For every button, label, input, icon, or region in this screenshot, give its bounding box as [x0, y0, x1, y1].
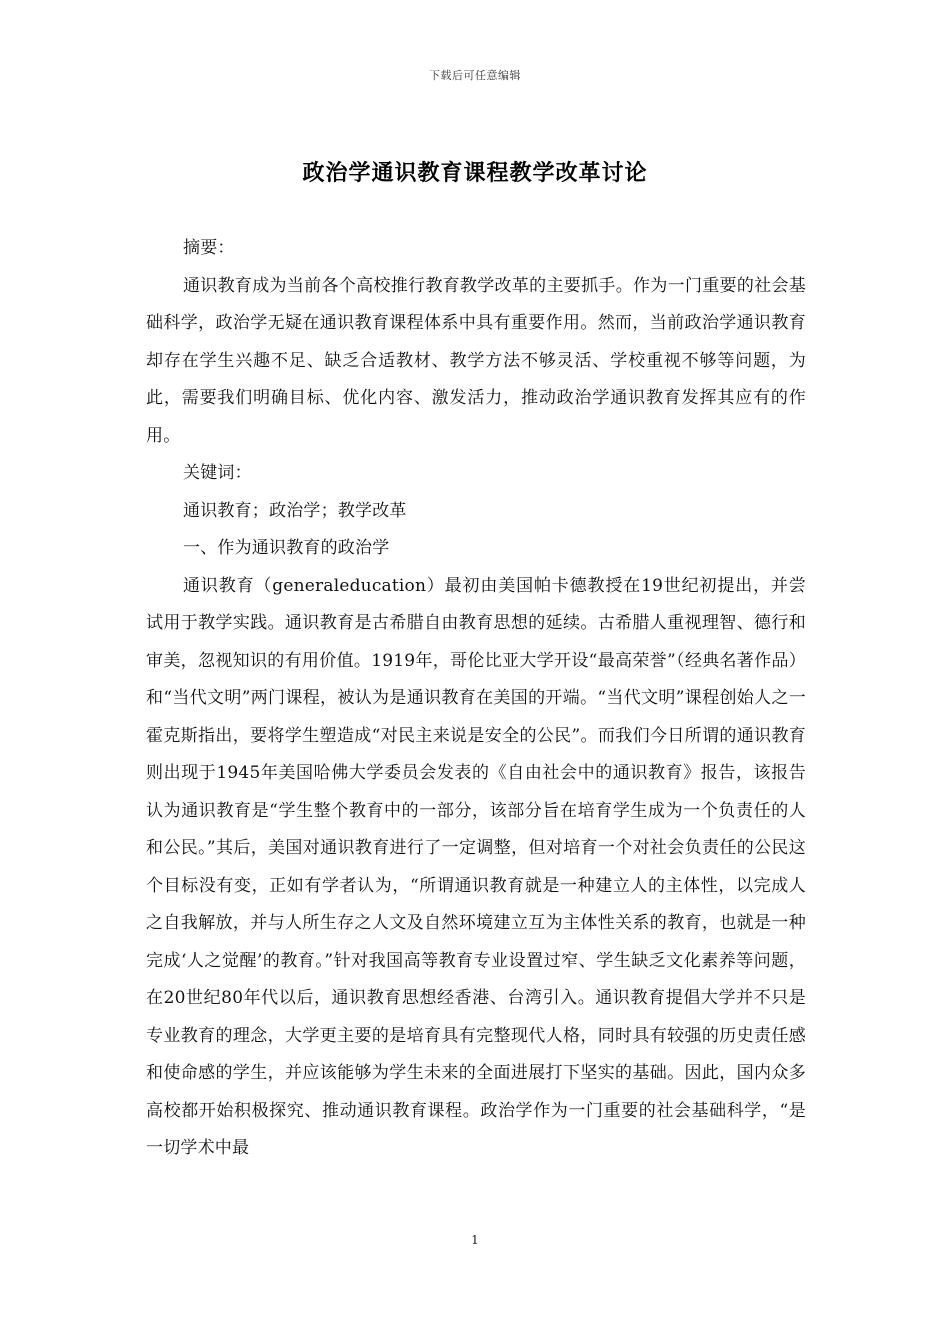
keywords-paragraph: 通识教育；政治学；教学改革	[183, 500, 407, 521]
keywords-label: 关键词：	[183, 463, 252, 483]
document-body	[146, 230, 806, 1168]
page-header: 下载后可任意编辑	[429, 69, 521, 82]
section-heading: 一、作为通识教育的政治学	[183, 538, 390, 558]
page-number: 1	[471, 1233, 479, 1247]
document-title: 政治学通识教育课程教学改革讨论	[302, 160, 648, 186]
abstract-paragraph: 通识教育成为当前各个高校推行教育教学改革的主要抓手。作为一门重要的社会基础科学，政治学无疑在通识教育课程体系中具有重要作用。然而，当前政治学通识教育却存在学生兴趣不足、缺乏合适教材、教学方法不够灵活、学校重视不够等问题，为此，需要我们明确目标、优化内容、激发活力，推动政治学通识教育发挥其应有的作用。	[146, 275, 806, 446]
abstract-label: 摘要：	[183, 238, 235, 258]
body-paragraph: 通识教育（generaleducation）最初由美国帕卡德教授在19世纪初提出，并尝试用于教学实践。通识教育是古希腊自由教育思想的延续。古希腊人重视理智、德行和审美，忽视知识的有用价值。1919年，哥伦比亚大学开设“最高荣誉”（经典名著作品）和“当代文明”两门课程，被认为是通识教育在美国的开端。“当代文明”课程创始人之一霍克斯指出，要将学生塑造成“对民主来说是安全的公民”。而我们今日所谓的通识教育则出现于1945年美国哈佛大学委员会发表的《自由社会中的通识教育》报告，该报告认为通识教育是“学生整个教育中的一部分，该部分旨在培育学生成为一个负责任的人和公民。”其后，美国对通识教育进行了一定调整，但对培育一个对社会负责任的公民这个目标没有变，正如有学者认为，“所谓通识教育就是一种建立人的主体性，以完成人之自我解放，并与人所生存之人文及自然环境建立互为主体性关系的教育，也就是一种完成‘人之觉醒’的教育。”针对我国高等教育专业设置过窄、学生缺乏文化素养等问题，在20世纪80年代以后，通识教育思想经香港、台湾引入。通识教育提倡大学并不只是专业教育的理念，大学更主要的是培育具有完整现代人格，同时具有较强的历史责任感和使命感的学生，并应该能够为学生未来的全面进展打下坚实的基础。因此，国内众多高校都开始积极探究、推动通识教育课程。政治学作为一门重要的社会基础科学，“是一切学术中最	[146, 575, 806, 1158]
